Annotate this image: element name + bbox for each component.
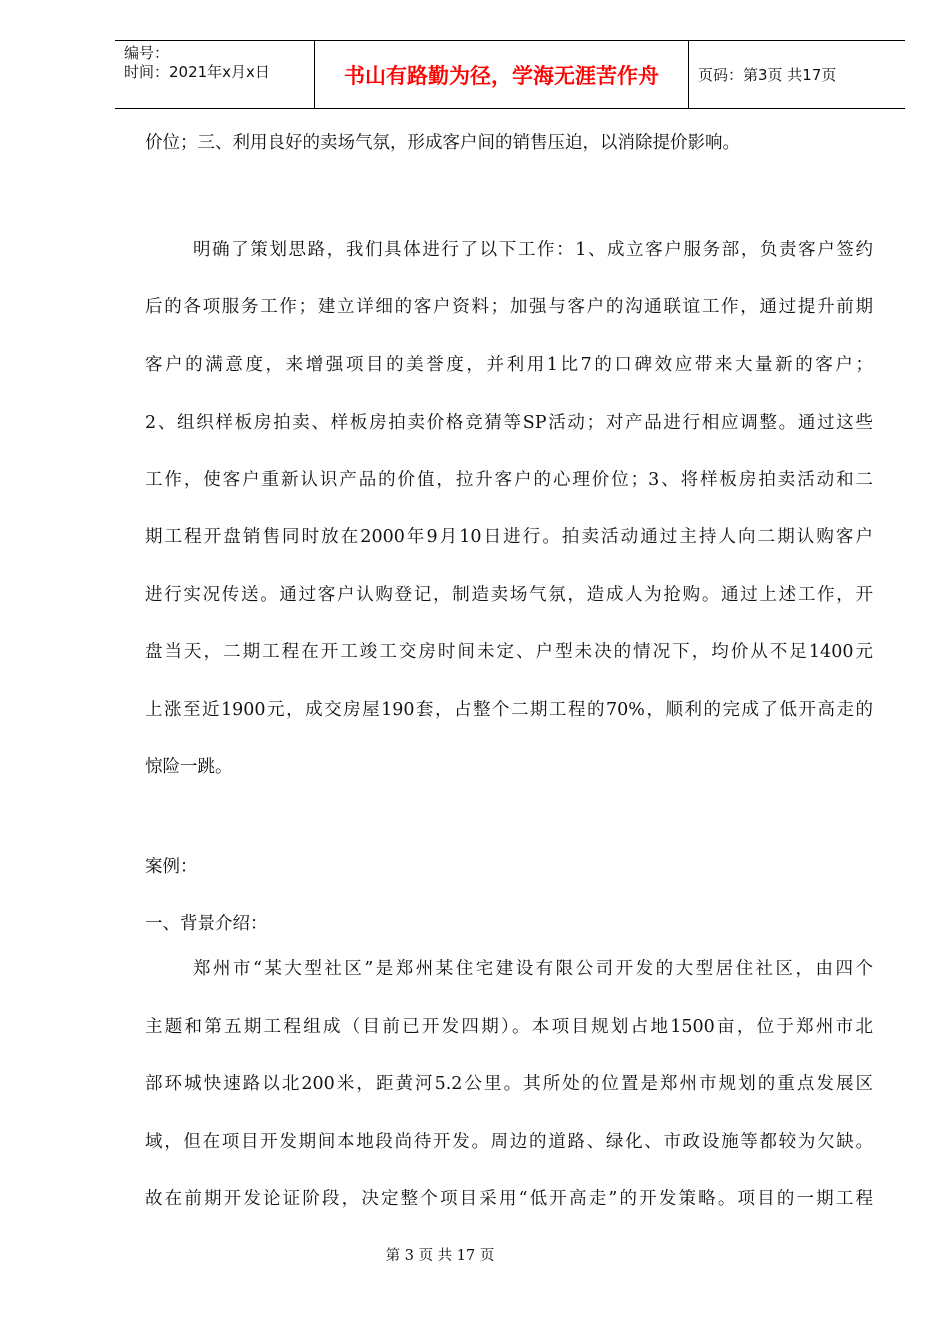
text-line: 明确了策划思路，我们具体进行了以下工作：1、成立客户服务部，负责客户签约 <box>193 240 873 260</box>
text-line: 后的各项服务工作；建立详细的客户资料；加强与客户的沟通联谊工作，通过提升前期 <box>145 297 873 317</box>
footer-page-number: 第 3 页 共 17 页 <box>385 1248 495 1264</box>
text-line: 惊险一跳。 <box>145 757 233 777</box>
date-label: 时间：2021年x月x日 <box>124 63 270 81</box>
text-line: 故在前期开发论证阶段，决定整个项目采用“低开高走”的开发策略。项目的一期工程 <box>145 1189 873 1209</box>
text-line: 期工程开盘销售同时放在2000年9月10日进行。拍卖活动通过主持人向二期认购客户 <box>145 527 873 547</box>
page-header <box>115 40 905 109</box>
section-label: 案例： <box>145 857 198 877</box>
text-line: 主题和第五期工程组成（目前已开发四期）。本项目规划占地1500亩，位于郑州市北 <box>145 1017 873 1037</box>
header-meta <box>115 41 315 108</box>
section-heading: 一、背景介绍： <box>145 914 268 934</box>
text-line: 客户的满意度，来增强项目的美誉度，并利用1比7的口碑效应带来大量新的客户； <box>145 355 873 375</box>
number-label: 编号： <box>124 44 170 62</box>
header-motto: 书山有路勤为径，学海无涯苦作舟 <box>315 41 689 108</box>
text-line: 郑州市“某大型社区”是郑州某住宅建设有限公司开发的大型居住社区，由四个 <box>193 959 873 979</box>
text-line: 域，但在项目开发期间本地段尚待开发。周边的道路、绿化、市政设施等都较为欠缺。 <box>145 1132 873 1152</box>
text-line: 工作，使客户重新认识产品的价值，拉升客户的心理价位；3、将样板房拍卖活动和二 <box>145 470 873 490</box>
text-line: 价位；三、利用良好的卖场气氛，形成客户间的销售压迫，以消除提价影响。 <box>145 133 740 153</box>
text-line: 2、组织样板房拍卖、样板房拍卖价格竞猜等SP活动；对产品进行相应调整。通过这些 <box>145 413 873 433</box>
header-page-label: 页码：第3页 共17页 <box>698 66 837 84</box>
text-line: 部环城快速路以北200米，距黄河5.2公里。其所处的位置是郑州市规划的重点发展区 <box>145 1074 873 1094</box>
text-line: 盘当天，二期工程在开工竣工交房时间未定、户型未决的情况下，均价从不足1400元 <box>145 642 873 662</box>
text-line: 进行实况传送。通过客户认购登记，制造卖场气氛，造成人为抢购。通过上述工作，开 <box>145 585 873 605</box>
text-line: 上涨至近1900元，成交房屋190套，占整个二期工程的70%，顺利的完成了低开高走的 <box>145 700 873 720</box>
page-footer <box>0 1244 950 1265</box>
